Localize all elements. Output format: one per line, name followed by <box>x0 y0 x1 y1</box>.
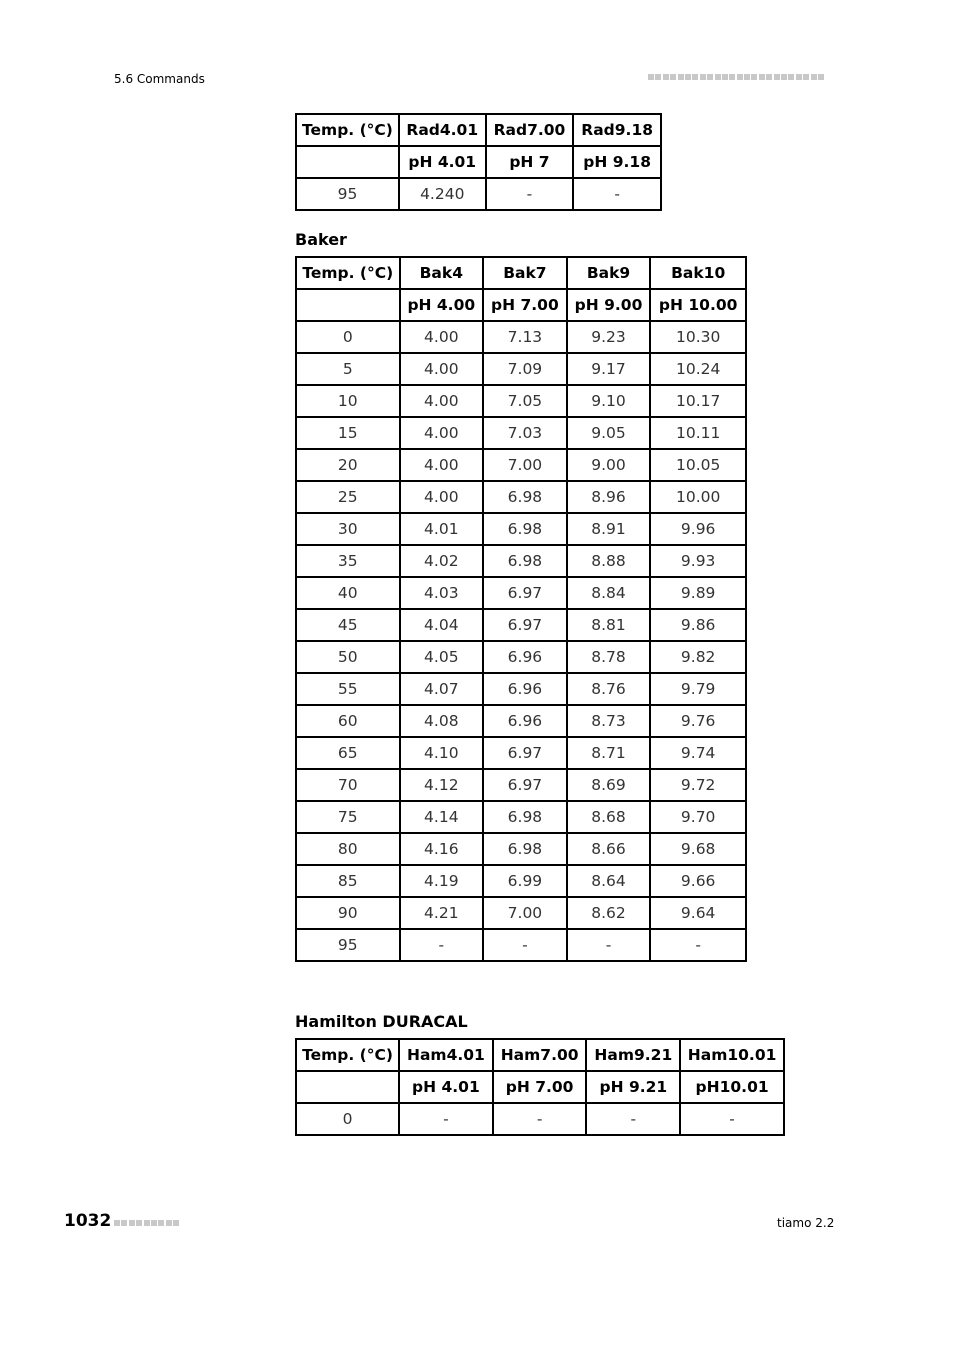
header-row <box>296 1039 784 1071</box>
table-cell: - <box>567 929 651 961</box>
decoration-square <box>715 74 721 80</box>
decoration-square <box>751 74 757 80</box>
table-cell: 6.98 <box>483 801 567 833</box>
table-cell: 40 <box>296 577 400 609</box>
column-header-cell: pH 7.00 <box>493 1071 587 1103</box>
table-cell: 7.05 <box>483 385 567 417</box>
table-row <box>296 833 746 865</box>
table-cell: 8.88 <box>567 545 651 577</box>
table-cell: 4.05 <box>400 641 484 673</box>
decoration-square <box>818 74 824 80</box>
hamilton-section-title: Hamilton DURACAL <box>295 1012 468 1031</box>
table-cell: - <box>486 178 574 210</box>
table-row <box>296 481 746 513</box>
table-cell: 4.00 <box>400 353 484 385</box>
table-cell: 30 <box>296 513 400 545</box>
decoration-square <box>811 74 817 80</box>
table-cell: 9.86 <box>650 609 746 641</box>
column-header-cell: Ham4.01 <box>399 1039 493 1071</box>
decoration-square <box>129 1220 135 1226</box>
decoration-square <box>151 1220 157 1226</box>
column-header-cell: Ham9.21 <box>586 1039 680 1071</box>
table-cell: 7.13 <box>483 321 567 353</box>
running-header-section: 5.6 Commands <box>114 72 205 86</box>
table-row <box>296 449 746 481</box>
decoration-square <box>759 74 765 80</box>
table-cell: 4.03 <box>400 577 484 609</box>
column-header-cell: pH 4.01 <box>399 1071 493 1103</box>
table-cell: 9.05 <box>567 417 651 449</box>
table-cell: 8.78 <box>567 641 651 673</box>
hamilton-buffer-table <box>295 1038 785 1136</box>
header-row <box>296 257 746 289</box>
table-cell: 75 <box>296 801 400 833</box>
table-row <box>296 865 746 897</box>
column-header-cell: Bak10 <box>650 257 746 289</box>
ph-row <box>296 146 661 178</box>
table-cell: 6.98 <box>483 481 567 513</box>
table-cell: - <box>493 1103 587 1135</box>
table-cell: 90 <box>296 897 400 929</box>
table-cell: 4.00 <box>400 449 484 481</box>
decoration-square <box>700 74 706 80</box>
table-row <box>296 705 746 737</box>
table-cell: 6.97 <box>483 609 567 641</box>
table-cell: 4.240 <box>399 178 486 210</box>
table-cell: - <box>483 929 567 961</box>
header-decoration-squares <box>648 74 829 82</box>
table-row <box>296 353 746 385</box>
column-header-cell <box>296 289 400 321</box>
table-cell: 5 <box>296 353 400 385</box>
column-header-cell <box>296 146 399 178</box>
table-cell: 60 <box>296 705 400 737</box>
column-header-cell: Temp. (°C) <box>296 114 399 146</box>
table-cell: 9.96 <box>650 513 746 545</box>
table-cell: 9.74 <box>650 737 746 769</box>
table-cell: 4.00 <box>400 385 484 417</box>
table-cell: 4.04 <box>400 609 484 641</box>
table-cell: 85 <box>296 865 400 897</box>
decoration-square <box>114 1220 120 1226</box>
table-cell: 9.00 <box>567 449 651 481</box>
table-cell: 9.17 <box>567 353 651 385</box>
column-header-cell: Rad4.01 <box>399 114 486 146</box>
table-cell: 80 <box>296 833 400 865</box>
table-row <box>296 641 746 673</box>
table-row <box>296 1103 784 1135</box>
decoration-square <box>774 74 780 80</box>
baker-buffer-table <box>295 256 747 962</box>
column-header-cell: Temp. (°C) <box>296 1039 399 1071</box>
table-cell: 4.12 <box>400 769 484 801</box>
decoration-square <box>766 74 772 80</box>
column-header-cell: Bak7 <box>483 257 567 289</box>
decoration-square <box>729 74 735 80</box>
table-cell: 8.66 <box>567 833 651 865</box>
table-cell: 4.07 <box>400 673 484 705</box>
decoration-square <box>744 74 750 80</box>
decoration-square <box>796 74 802 80</box>
table-row <box>296 385 746 417</box>
table-cell: 25 <box>296 481 400 513</box>
table-cell: 8.64 <box>567 865 651 897</box>
table-row <box>296 929 746 961</box>
column-header-cell: Temp. (°C) <box>296 257 400 289</box>
table-cell: 9.89 <box>650 577 746 609</box>
table-cell: 9.79 <box>650 673 746 705</box>
decoration-square <box>678 74 684 80</box>
table-cell: 8.81 <box>567 609 651 641</box>
column-header-cell: pH 4.01 <box>399 146 486 178</box>
table-cell: 65 <box>296 737 400 769</box>
table-cell: 8.84 <box>567 577 651 609</box>
column-header-cell: Bak9 <box>567 257 651 289</box>
table-cell: 4.19 <box>400 865 484 897</box>
table-cell: 4.02 <box>400 545 484 577</box>
ph-row <box>296 1071 784 1103</box>
header-row <box>296 114 661 146</box>
table-cell: 55 <box>296 673 400 705</box>
ph-row <box>296 289 746 321</box>
table-cell: 8.62 <box>567 897 651 929</box>
column-header-cell: Rad7.00 <box>486 114 574 146</box>
table-cell: 9.93 <box>650 545 746 577</box>
table-cell: 10.17 <box>650 385 746 417</box>
table-cell: 9.70 <box>650 801 746 833</box>
table-row <box>296 545 746 577</box>
table-cell: 8.76 <box>567 673 651 705</box>
table-cell: 8.91 <box>567 513 651 545</box>
table-cell: 4.00 <box>400 417 484 449</box>
table-cell: 9.10 <box>567 385 651 417</box>
table-cell: 6.96 <box>483 673 567 705</box>
table-row <box>296 609 746 641</box>
table-row <box>296 673 746 705</box>
table-cell: 6.96 <box>483 705 567 737</box>
table-cell: 6.96 <box>483 641 567 673</box>
table-cell: 10.05 <box>650 449 746 481</box>
table-cell: 4.00 <box>400 481 484 513</box>
table-cell: - <box>650 929 746 961</box>
table-cell: 95 <box>296 178 399 210</box>
table-cell: 0 <box>296 1103 399 1135</box>
table-cell: 6.98 <box>483 833 567 865</box>
table-row <box>296 577 746 609</box>
table-cell: 9.72 <box>650 769 746 801</box>
table-cell: 6.97 <box>483 737 567 769</box>
table-cell: - <box>400 929 484 961</box>
table-cell: 4.16 <box>400 833 484 865</box>
table-row <box>296 769 746 801</box>
table-cell: - <box>399 1103 493 1135</box>
column-header-cell: pH 7 <box>486 146 574 178</box>
table-cell: 4.10 <box>400 737 484 769</box>
decoration-square <box>722 74 728 80</box>
decoration-square <box>655 74 661 80</box>
column-header-cell: pH 9.18 <box>573 146 661 178</box>
table-cell: 4.01 <box>400 513 484 545</box>
decoration-square <box>685 74 691 80</box>
column-header-cell: Ham10.01 <box>680 1039 784 1071</box>
decoration-square <box>121 1220 127 1226</box>
table-cell: 9.23 <box>567 321 651 353</box>
table-cell: 6.98 <box>483 545 567 577</box>
column-header-cell: Ham7.00 <box>493 1039 587 1071</box>
decoration-square <box>781 74 787 80</box>
table-cell: 10.30 <box>650 321 746 353</box>
table-row <box>296 178 661 210</box>
table-cell: 6.98 <box>483 513 567 545</box>
table-cell: 0 <box>296 321 400 353</box>
table-row <box>296 321 746 353</box>
table-cell: 4.14 <box>400 801 484 833</box>
page-number: 1032 <box>64 1211 112 1231</box>
table-cell: 9.82 <box>650 641 746 673</box>
table-cell: 95 <box>296 929 400 961</box>
table-cell: 10.00 <box>650 481 746 513</box>
table-cell: 10.11 <box>650 417 746 449</box>
table-row <box>296 801 746 833</box>
table-cell: 15 <box>296 417 400 449</box>
decoration-square <box>670 74 676 80</box>
table-cell: 45 <box>296 609 400 641</box>
table-cell: 10 <box>296 385 400 417</box>
footer-decoration-squares <box>114 1220 181 1228</box>
table-cell: 8.73 <box>567 705 651 737</box>
column-header-cell: pH 9.21 <box>586 1071 680 1103</box>
table-cell: 35 <box>296 545 400 577</box>
table-cell: 4.21 <box>400 897 484 929</box>
decoration-square <box>803 74 809 80</box>
table-cell: 9.68 <box>650 833 746 865</box>
product-name: tiamo 2.2 <box>777 1216 835 1230</box>
table-cell: 6.97 <box>483 769 567 801</box>
decoration-square <box>737 74 743 80</box>
table-cell: 70 <box>296 769 400 801</box>
table-cell: 9.64 <box>650 897 746 929</box>
table-row <box>296 513 746 545</box>
table-cell: 8.69 <box>567 769 651 801</box>
decoration-square <box>173 1220 179 1226</box>
table-cell: 9.66 <box>650 865 746 897</box>
decoration-square <box>788 74 794 80</box>
table-cell: - <box>573 178 661 210</box>
table-cell: 20 <box>296 449 400 481</box>
table-cell: 8.71 <box>567 737 651 769</box>
table-cell: 6.97 <box>483 577 567 609</box>
table-cell: 6.99 <box>483 865 567 897</box>
column-header-cell <box>296 1071 399 1103</box>
decoration-square <box>692 74 698 80</box>
radiometer-buffer-table <box>295 113 662 211</box>
column-header-cell: pH 10.00 <box>650 289 746 321</box>
table-cell: 4.08 <box>400 705 484 737</box>
decoration-square <box>144 1220 150 1226</box>
column-header-cell: pH 4.00 <box>400 289 484 321</box>
table-cell: 7.00 <box>483 897 567 929</box>
table-cell: 4.00 <box>400 321 484 353</box>
table-cell: 50 <box>296 641 400 673</box>
table-row <box>296 897 746 929</box>
column-header-cell: Rad9.18 <box>573 114 661 146</box>
baker-section-title: Baker <box>295 230 347 249</box>
table-cell: 9.76 <box>650 705 746 737</box>
table-cell: 8.68 <box>567 801 651 833</box>
table-cell: 7.09 <box>483 353 567 385</box>
column-header-cell: pH 9.00 <box>567 289 651 321</box>
table-cell: 7.00 <box>483 449 567 481</box>
table-cell: - <box>586 1103 680 1135</box>
decoration-square <box>648 74 654 80</box>
decoration-square <box>663 74 669 80</box>
column-header-cell: Bak4 <box>400 257 484 289</box>
table-cell: 10.24 <box>650 353 746 385</box>
table-cell: 8.96 <box>567 481 651 513</box>
decoration-square <box>707 74 713 80</box>
table-row <box>296 417 746 449</box>
decoration-square <box>166 1220 172 1226</box>
decoration-square <box>136 1220 142 1226</box>
table-row <box>296 737 746 769</box>
table-cell: 7.03 <box>483 417 567 449</box>
decoration-square <box>158 1220 164 1226</box>
table-cell: - <box>680 1103 784 1135</box>
column-header-cell: pH10.01 <box>680 1071 784 1103</box>
column-header-cell: pH 7.00 <box>483 289 567 321</box>
